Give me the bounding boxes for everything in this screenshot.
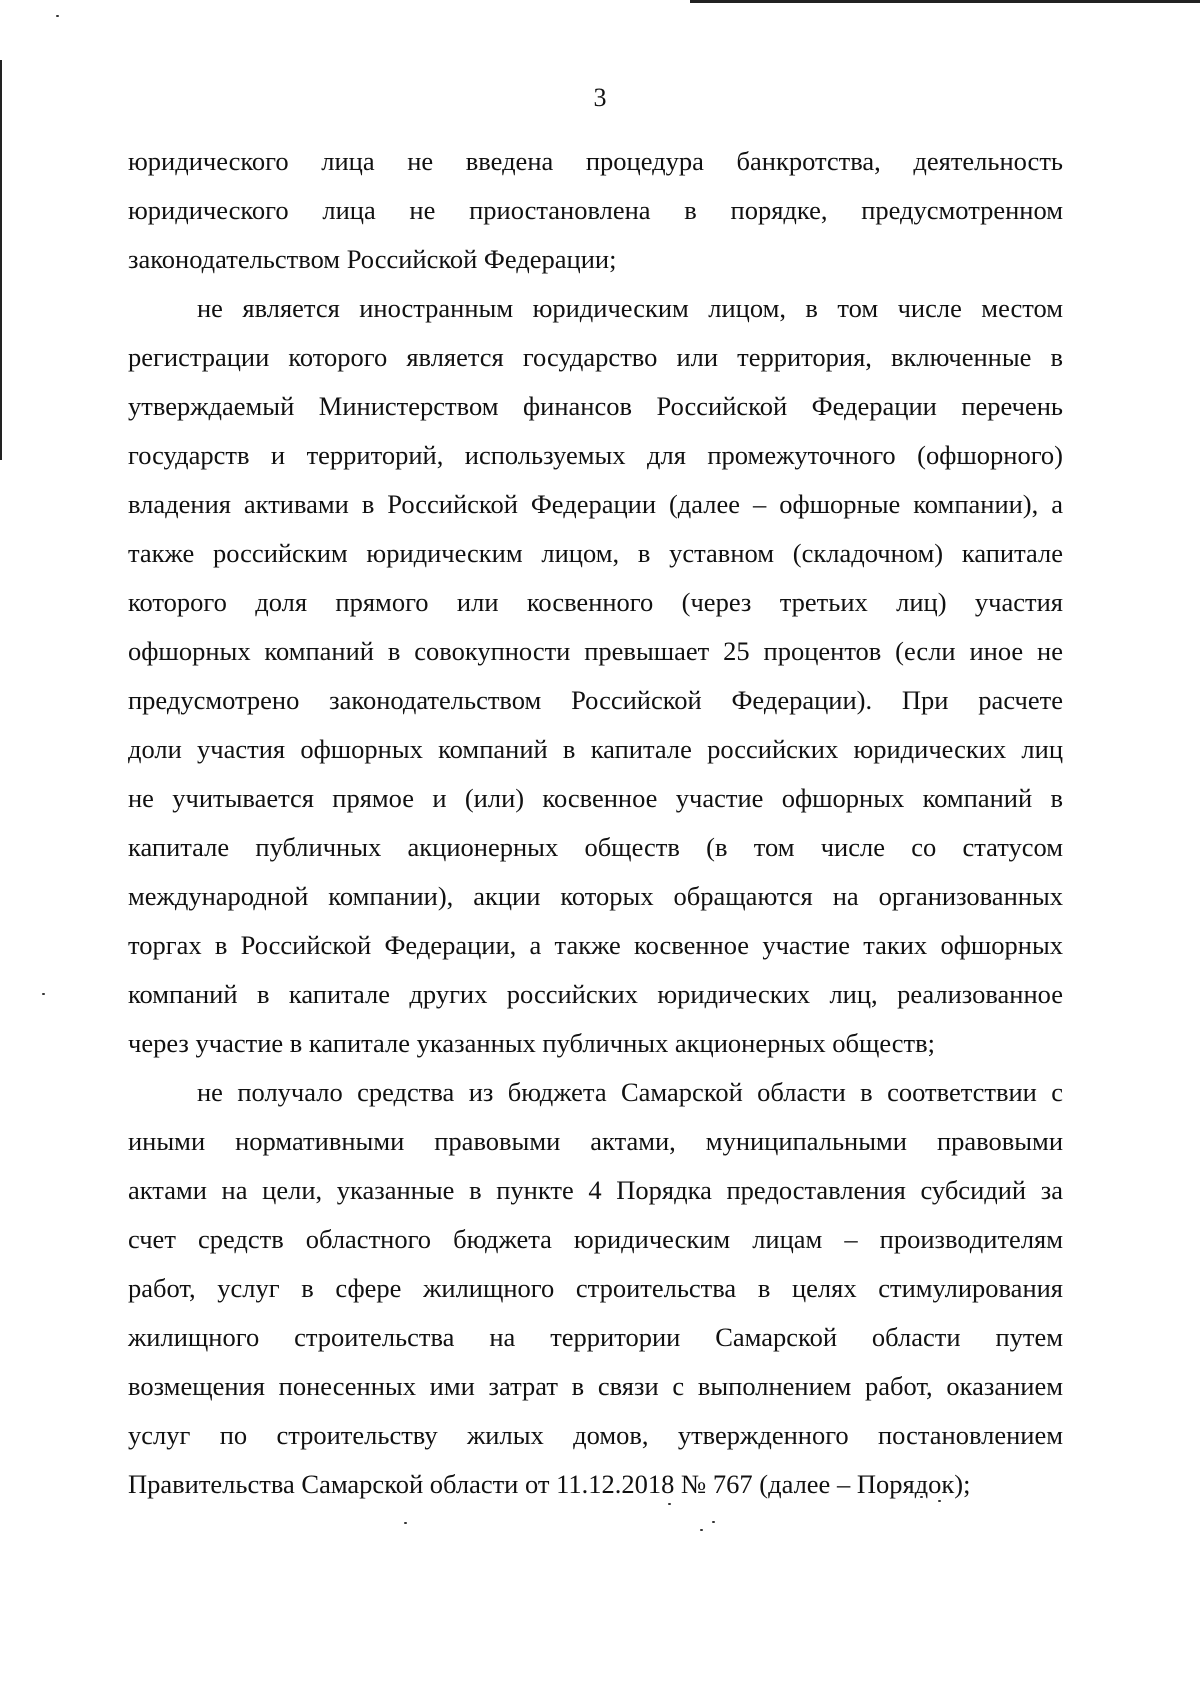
text-line: которого доля прямого или косвенного (через третьих лиц) участия [128, 587, 1063, 617]
scan-speck [712, 1521, 715, 1523]
text-line: не учитывается прямое и (или) косвенное участие офшорных компаний в [128, 783, 1063, 813]
text-line: доли участия офшорных компаний в капитале российских юридических лиц [128, 734, 1063, 764]
text-line: торгах в Российской Федерации, а также косвенное участие таких офшорных [128, 930, 1063, 960]
text-line: законодательством Российской Федерации; [128, 244, 617, 274]
text-line: иными нормативными правовыми актами, муниципальными правовыми [128, 1126, 1063, 1156]
text-line: юридического лица не введена процедура банкротства, деятельность [128, 146, 1063, 176]
text-line: предусмотрено законодательством Российской Федерации). При расчете [128, 685, 1063, 715]
page-number: 3 [593, 83, 607, 112]
text-line: через участие в капитале указанных публичных акционерных обществ; [128, 1028, 936, 1058]
scan-edge-artifact [690, 0, 1200, 3]
text-line: государств и территорий, используемых для промежуточного (офшорного) [128, 440, 1063, 470]
scan-speck [56, 15, 59, 17]
text-line: капитале публичных акционерных обществ (в том числе со статусом [128, 832, 1063, 862]
text-line: счет средств областного бюджета юридическим лицам – производителям [128, 1224, 1063, 1254]
scan-edge-artifact [0, 60, 2, 460]
scan-speck [42, 993, 45, 995]
text-line: компаний в капитале других российских юридических лиц, реализованное [128, 979, 1063, 1009]
text-line: юридического лица не приостановлена в порядке, предусмотренном [128, 195, 1063, 225]
text-line: Правительства Самарской области от 11.12.2018 № 767 (далее – Порядок); [128, 1469, 971, 1499]
text-line: также российским юридическим лицом, в уставном (складочном) капитале [128, 538, 1063, 568]
text-line: владения активами в Российской Федерации (далее – офшорные компании), а [128, 489, 1063, 519]
text-line: офшорных компаний в совокупности превышает 25 процентов (если иное не [128, 636, 1063, 666]
text-line: утверждаемый Министерством финансов Российской Федерации перечень [128, 391, 1063, 421]
text-line: работ, услуг в сфере жилищного строительства в целях стимулирования [128, 1273, 1063, 1303]
text-line: не является иностранным юридическим лицом, в том числе местом [197, 293, 1063, 323]
text-line: регистрации которого является государство или территория, включенные в [128, 342, 1063, 372]
document-body [128, 137, 1063, 1509]
text-line: международной компании), акции которых обращаются на организованных [128, 881, 1063, 911]
text-line: возмещения понесенных ими затрат в связи с выполнением работ, оказанием [128, 1371, 1063, 1401]
text-line: жилищного строительства на территории Самарской области путем [128, 1322, 1063, 1352]
scan-speck [404, 1522, 407, 1524]
text-line: услуг по строительству жилых домов, утвержденного постановлением [128, 1420, 1063, 1450]
text-line: не получало средства из бюджета Самарской области в соответствии с [197, 1077, 1063, 1107]
scan-speck [700, 1529, 703, 1531]
text-line: актами на цели, указанные в пункте 4 Порядка предоставления субсидий за [128, 1175, 1063, 1205]
